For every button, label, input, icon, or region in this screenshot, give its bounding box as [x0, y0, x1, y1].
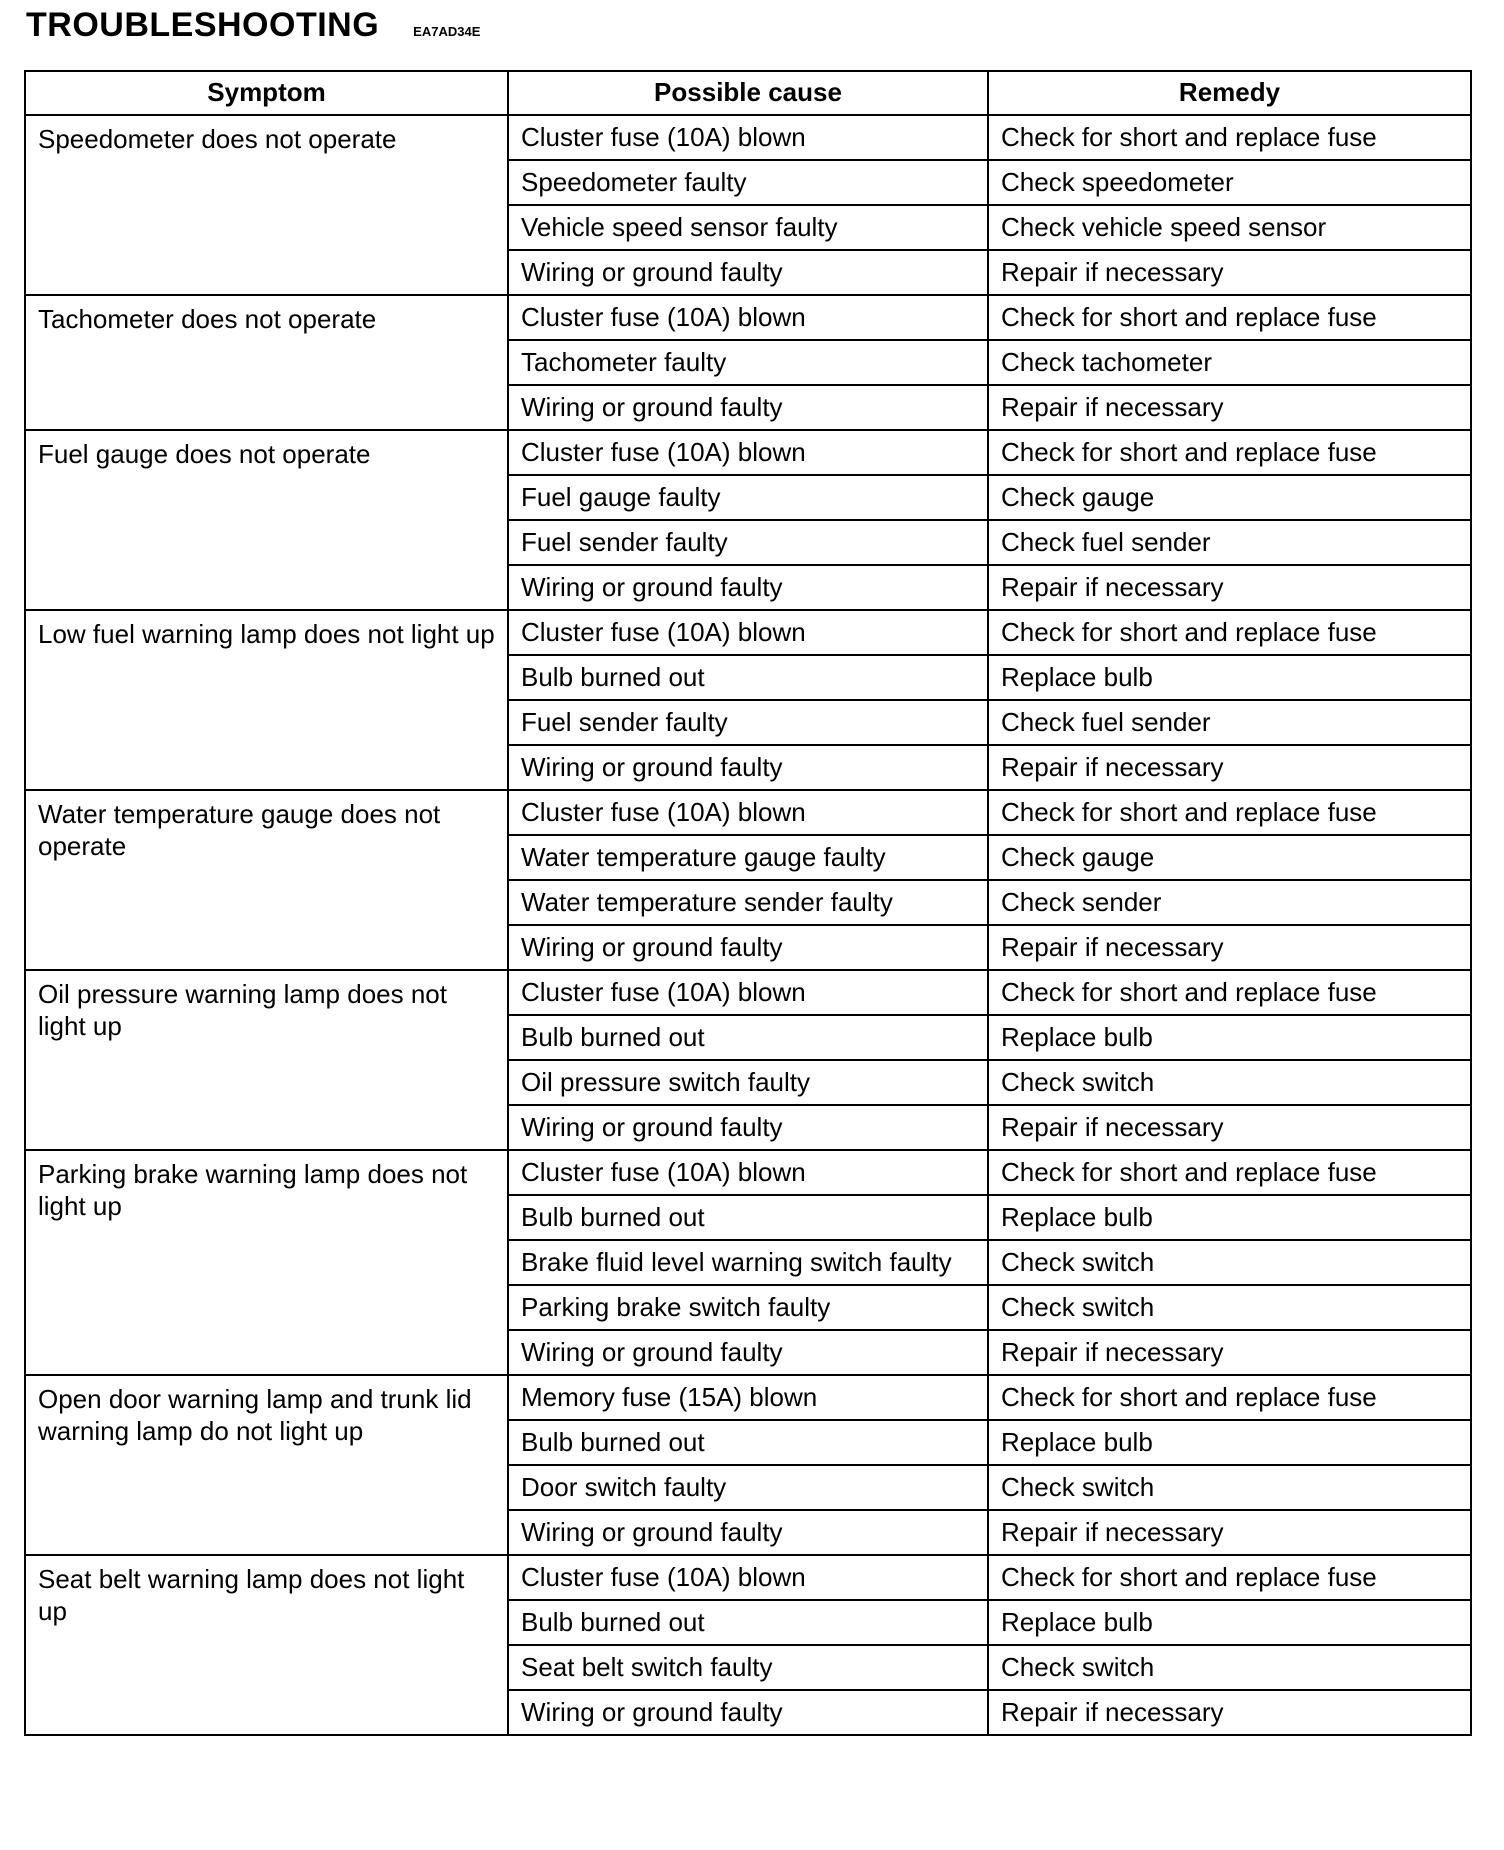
- remedy-cell: Check switch: [988, 1285, 1471, 1330]
- possible-cause-cell: Wiring or ground faulty: [508, 250, 988, 295]
- possible-cause-cell: Fuel sender faulty: [508, 520, 988, 565]
- table-row: [25, 115, 1471, 160]
- possible-cause-cell: Wiring or ground faulty: [508, 925, 988, 970]
- table-row: [25, 1150, 1471, 1195]
- remedy-cell: Check for short and replace fuse: [988, 1150, 1471, 1195]
- possible-cause-cell: Wiring or ground faulty: [508, 1510, 988, 1555]
- symptom-cell: Seat belt warning lamp does not light up: [25, 1555, 508, 1735]
- possible-cause-cell: Tachometer faulty: [508, 340, 988, 385]
- possible-cause-cell: Wiring or ground faulty: [508, 565, 988, 610]
- remedy-cell: Check for short and replace fuse: [988, 1555, 1471, 1600]
- remedy-cell: Check for short and replace fuse: [988, 610, 1471, 655]
- possible-cause-cell: Cluster fuse (10A) blown: [508, 1555, 988, 1600]
- possible-cause-cell: Bulb burned out: [508, 1600, 988, 1645]
- column-header-remedy: Remedy: [988, 71, 1471, 115]
- page-title: TROUBLESHOOTING: [26, 6, 380, 44]
- remedy-cell: Replace bulb: [988, 655, 1471, 700]
- remedy-cell: Check fuel sender: [988, 520, 1471, 565]
- remedy-cell: Repair if necessary: [988, 1330, 1471, 1375]
- page-header: [26, 6, 480, 45]
- possible-cause-cell: Fuel sender faulty: [508, 700, 988, 745]
- table-header-row: [25, 71, 1471, 115]
- possible-cause-cell: Wiring or ground faulty: [508, 745, 988, 790]
- remedy-cell: Check for short and replace fuse: [988, 970, 1471, 1015]
- table-row: [25, 610, 1471, 655]
- remedy-cell: Check for short and replace fuse: [988, 115, 1471, 160]
- possible-cause-cell: Vehicle speed sensor faulty: [508, 205, 988, 250]
- possible-cause-cell: Cluster fuse (10A) blown: [508, 1150, 988, 1195]
- remedy-cell: Replace bulb: [988, 1195, 1471, 1240]
- symptom-cell: Fuel gauge does not operate: [25, 430, 508, 610]
- remedy-cell: Repair if necessary: [988, 1105, 1471, 1150]
- possible-cause-cell: Parking brake switch faulty: [508, 1285, 988, 1330]
- possible-cause-cell: Seat belt switch faulty: [508, 1645, 988, 1690]
- remedy-cell: Repair if necessary: [988, 925, 1471, 970]
- possible-cause-cell: Speedometer faulty: [508, 160, 988, 205]
- symptom-cell: Water temperature gauge does not operate: [25, 790, 508, 970]
- document-code: EA7AD34E: [413, 24, 481, 39]
- possible-cause-cell: Cluster fuse (10A) blown: [508, 430, 988, 475]
- remedy-cell: Check for short and replace fuse: [988, 430, 1471, 475]
- column-header-symptom: Symptom: [25, 71, 508, 115]
- remedy-cell: Repair if necessary: [988, 1690, 1471, 1735]
- possible-cause-cell: Memory fuse (15A) blown: [508, 1375, 988, 1420]
- table-body: [25, 115, 1471, 1735]
- remedy-cell: Repair if necessary: [988, 250, 1471, 295]
- symptom-cell: Low fuel warning lamp does not light up: [25, 610, 508, 790]
- possible-cause-cell: Wiring or ground faulty: [508, 1690, 988, 1735]
- remedy-cell: Check for short and replace fuse: [988, 790, 1471, 835]
- table-row: [25, 1375, 1471, 1420]
- table-row: [25, 970, 1471, 1015]
- remedy-cell: Replace bulb: [988, 1015, 1471, 1060]
- possible-cause-cell: Bulb burned out: [508, 1195, 988, 1240]
- possible-cause-cell: Bulb burned out: [508, 655, 988, 700]
- possible-cause-cell: Wiring or ground faulty: [508, 1105, 988, 1150]
- possible-cause-cell: Door switch faulty: [508, 1465, 988, 1510]
- remedy-cell: Repair if necessary: [988, 385, 1471, 430]
- remedy-cell: Replace bulb: [988, 1420, 1471, 1465]
- remedy-cell: Check switch: [988, 1060, 1471, 1105]
- remedy-cell: Check gauge: [988, 475, 1471, 520]
- possible-cause-cell: Fuel gauge faulty: [508, 475, 988, 520]
- possible-cause-cell: Wiring or ground faulty: [508, 1330, 988, 1375]
- remedy-cell: Check fuel sender: [988, 700, 1471, 745]
- table-row: [25, 430, 1471, 475]
- remedy-cell: Repair if necessary: [988, 1510, 1471, 1555]
- possible-cause-cell: Cluster fuse (10A) blown: [508, 970, 988, 1015]
- table-row: [25, 295, 1471, 340]
- troubleshooting-table: [24, 70, 1472, 1736]
- possible-cause-cell: Brake fluid level warning switch faulty: [508, 1240, 988, 1285]
- column-header-possible-cause: Possible cause: [508, 71, 988, 115]
- possible-cause-cell: Cluster fuse (10A) blown: [508, 295, 988, 340]
- remedy-cell: Check tachometer: [988, 340, 1471, 385]
- remedy-cell: Check gauge: [988, 835, 1471, 880]
- possible-cause-cell: Water temperature sender faulty: [508, 880, 988, 925]
- remedy-cell: Check switch: [988, 1240, 1471, 1285]
- symptom-cell: Parking brake warning lamp does not light up: [25, 1150, 508, 1375]
- remedy-cell: Check for short and replace fuse: [988, 295, 1471, 340]
- possible-cause-cell: Wiring or ground faulty: [508, 385, 988, 430]
- remedy-cell: Check speedometer: [988, 160, 1471, 205]
- table-row: [25, 790, 1471, 835]
- remedy-cell: Check sender: [988, 880, 1471, 925]
- remedy-cell: Repair if necessary: [988, 565, 1471, 610]
- remedy-cell: Check for short and replace fuse: [988, 1375, 1471, 1420]
- table-row: [25, 1555, 1471, 1600]
- symptom-cell: Oil pressure warning lamp does not light up: [25, 970, 508, 1150]
- remedy-cell: Replace bulb: [988, 1600, 1471, 1645]
- symptom-cell: Speedometer does not operate: [25, 115, 508, 295]
- possible-cause-cell: Oil pressure switch faulty: [508, 1060, 988, 1105]
- symptom-cell: Tachometer does not operate: [25, 295, 508, 430]
- possible-cause-cell: Cluster fuse (10A) blown: [508, 610, 988, 655]
- remedy-cell: Repair if necessary: [988, 745, 1471, 790]
- remedy-cell: Check switch: [988, 1645, 1471, 1690]
- remedy-cell: Check switch: [988, 1465, 1471, 1510]
- possible-cause-cell: Water temperature gauge faulty: [508, 835, 988, 880]
- possible-cause-cell: Cluster fuse (10A) blown: [508, 790, 988, 835]
- possible-cause-cell: Cluster fuse (10A) blown: [508, 115, 988, 160]
- symptom-cell: Open door warning lamp and trunk lid warning lamp do not light up: [25, 1375, 508, 1555]
- remedy-cell: Check vehicle speed sensor: [988, 205, 1471, 250]
- possible-cause-cell: Bulb burned out: [508, 1015, 988, 1060]
- possible-cause-cell: Bulb burned out: [508, 1420, 988, 1465]
